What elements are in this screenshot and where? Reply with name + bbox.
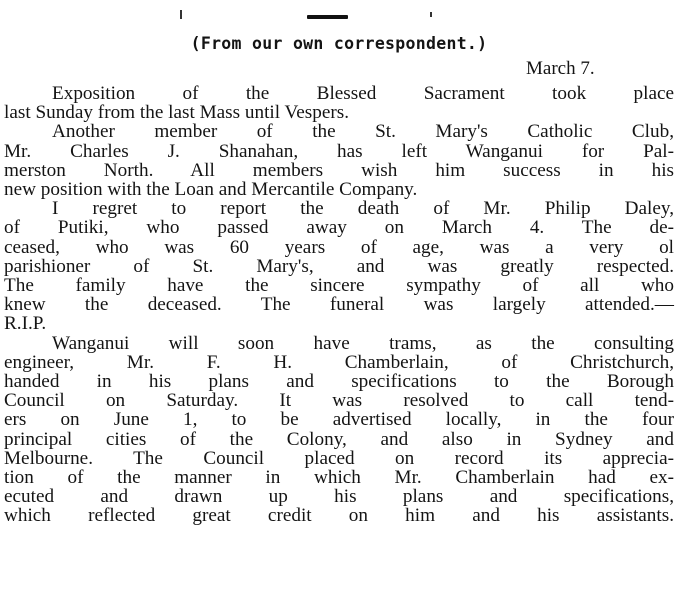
text-line: ceased, who was 60 years of age, was a very ol xyxy=(4,236,674,258)
text-line: knew the deceased. The funeral was largely attended.— xyxy=(4,294,674,316)
text-line: Mr. Charles J. Shanahan, has left Wanganui for Pal- xyxy=(4,140,674,162)
text-line: last Sunday from the last Mass until Vespers. xyxy=(4,102,349,124)
text-line: ers on June 1, to be advertised locally, in the four xyxy=(4,409,674,431)
print-speck xyxy=(180,10,182,19)
text-line: which reflected great credit on him and his assistants. xyxy=(4,505,674,527)
text-line: The family have the sincere sympathy of all who xyxy=(4,275,674,297)
text-line: Wanganui will soon have trams, as the consulting xyxy=(52,332,674,354)
text-line: Another member of the St. Mary's Catholic Club, xyxy=(52,121,674,143)
paragraph-exposition xyxy=(4,84,674,122)
print-speck xyxy=(430,12,432,17)
text-line: ecuted and drawn up his plans and specifications, xyxy=(4,486,674,508)
text-line: handed in his plans and specifications to the Borough xyxy=(4,371,674,393)
news-column xyxy=(4,0,674,610)
dateline: March 7. xyxy=(526,58,595,79)
text-line: parishioner of St. Mary's, and was greatly respected. xyxy=(4,255,674,277)
text-line: new position with the Loan and Mercantile Company. xyxy=(4,179,418,201)
text-line: I regret to report the death of Mr. Philip Daley, xyxy=(52,198,674,220)
text-line: principal cities of the Colony, and also in Sydney and xyxy=(4,428,674,450)
section-divider xyxy=(4,6,674,22)
text-line: engineer, Mr. F. H. Chamberlain, of Christchurch, xyxy=(4,351,674,373)
text-line: Exposition of the Blessed Sacrament took place xyxy=(52,83,674,104)
text-line: Melbourne. The Council placed on record its apprecia- xyxy=(4,447,674,469)
divider-rule xyxy=(307,15,348,19)
paragraph-club-member xyxy=(4,122,674,199)
text-line: Council on Saturday. It was resolved to call tend- xyxy=(4,390,674,412)
paragraph-obituary xyxy=(4,199,674,333)
text-line: of Putiki, who passed away on March 4. The de- xyxy=(4,217,674,239)
text-line: tion of the manner in which Mr. Chamberlain had ex- xyxy=(4,467,674,489)
text-line: R.I.P. xyxy=(4,313,47,335)
correspondent-heading: (From our own correspondent.) xyxy=(190,34,488,53)
article-body xyxy=(4,84,674,526)
text-line: merston North. All members wish him success in his xyxy=(4,159,674,181)
paragraph-trams xyxy=(4,334,674,526)
